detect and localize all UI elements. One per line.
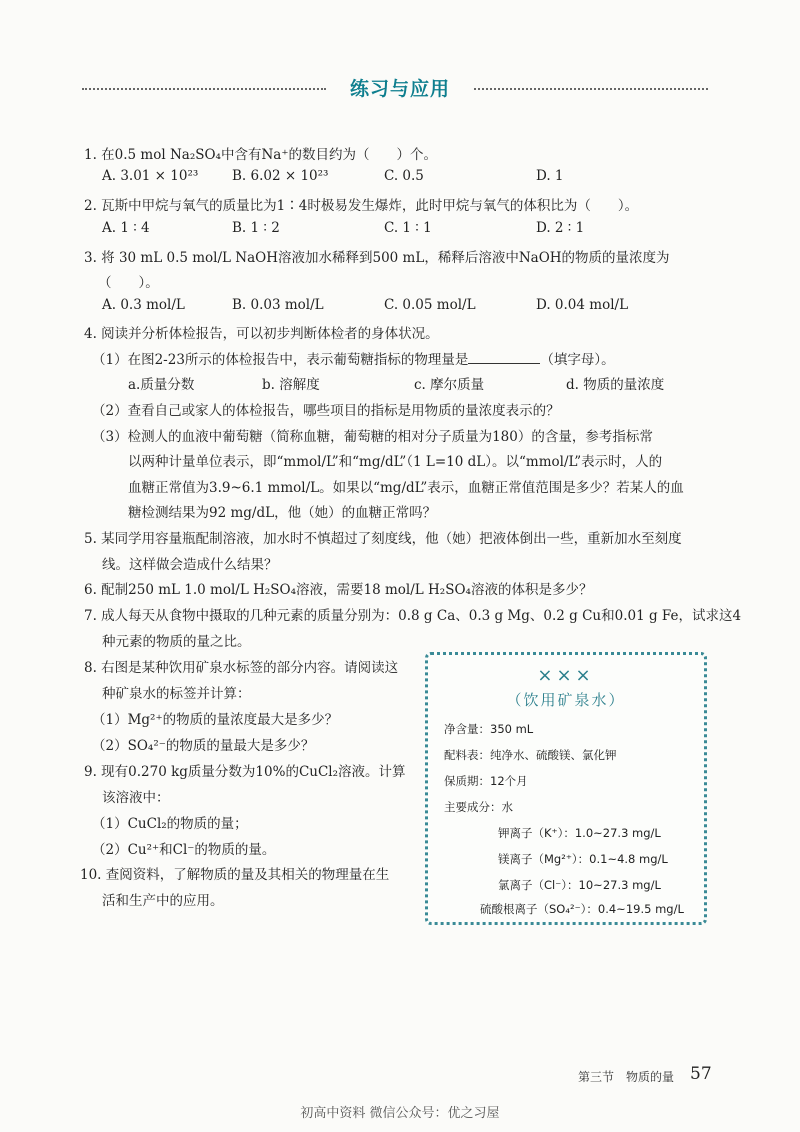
q4-part1 — [92, 348, 615, 368]
footer-section: 第三节 物质的量 — [578, 1070, 675, 1084]
q1-text: 1. 在0.5 mol Na₂SO₄中含有Na⁺的数目约为（ ）个。 — [84, 147, 437, 163]
q1-option-c: C. 0.5 — [384, 168, 424, 184]
q4-part2: （2）查看自己或家人的体检报告，哪些项目的指标是用物质的量浓度表示的？ — [92, 403, 560, 419]
q10-line2: 活和生产中的应用。 — [102, 893, 224, 909]
q7-line2: 种元素的物质的量之比。 — [102, 634, 251, 650]
label-potassium: 钾离子（K⁺）：1.0~27.3 mg/L — [498, 826, 661, 840]
q3-line2: （ ）。 — [98, 275, 159, 291]
q1-option-b: B. 6.02 × 10²³ — [232, 168, 329, 184]
q8-part1: （1）Mg²⁺的物质的量浓度最大是多少？ — [92, 712, 339, 728]
q2-option-d: D. 2 ∶ 1 — [536, 220, 585, 236]
label-chloride: 氯离子（Cl⁻）：10~27.3 mg/L — [498, 878, 661, 892]
q9-line2: 该溶液中： — [102, 790, 170, 806]
q8-line2: 种矿泉水的标签并计算： — [102, 686, 251, 702]
label-ingredients: 配料表：纯净水、硫酸镁、氯化钾 — [444, 748, 617, 762]
q4-part3-line1: （3）检测人的血液中葡萄糖（简称血糖，葡萄糖的相对分子质量为180）的含量，参考指标常 — [92, 429, 653, 445]
q4-part3-line2: 以两种计量单位表示，即“mmol/L”和“mg/dL”（1 L=10 dL）。以“mmol/L”表示时，人的 — [128, 454, 663, 470]
q5-line2: 线。这样做会造成什么结果？ — [102, 557, 278, 573]
header-dots-right — [474, 88, 708, 90]
q6-text: 6. 配制250 mL 1.0 mol/L H₂SO₄溶液，需要18 mol/L H₂SO₄溶液的体积是多少？ — [84, 582, 593, 598]
q4-part3-line4: 糖检测结果为92 mg/dL，他（她）的血糖正常吗？ — [128, 505, 437, 521]
mineral-water-label — [425, 652, 707, 925]
q2-option-b: B. 1 ∶ 2 — [232, 220, 280, 236]
q3-option-d: D. 0.04 mol/L — [536, 297, 629, 313]
label-main-components: 主要成分：水 — [444, 800, 513, 814]
q4-part1-suffix: （填字母）。 — [540, 352, 615, 368]
q3-line1: 3. 将 30 mL 0.5 mol/L NaOH溶液加水稀释到500 mL，稀释后溶液中NaOH的物质的量浓度为 — [84, 250, 670, 266]
answer-blank[interactable] — [468, 353, 540, 364]
q9-line1: 9. 现有0.270 kg质量分数为10%的CuCl₂溶液。计算 — [84, 764, 406, 780]
label-shelf-life: 保质期：12个月 — [444, 774, 528, 788]
q4-option-d: d. 物质的量浓度 — [566, 377, 665, 393]
q9-part1: （1）CuCl₂的物质的量； — [92, 816, 248, 832]
watermark-text: 初高中资料 微信公众号：优之习屋 — [300, 1106, 500, 1121]
q3-option-a: A. 0.3 mol/L — [102, 297, 185, 313]
q4-option-a: a.质量分数 — [128, 377, 195, 393]
q4-option-c: c. 摩尔质量 — [414, 377, 485, 393]
q8-line1: 8. 右图是某种饮用矿泉水标签的部分内容。请阅读这 — [84, 660, 399, 676]
q2-option-c: C. 1 ∶ 1 — [384, 220, 432, 236]
q4-part3-line3: 血糖正常值为3.9~6.1 mmol/L。如果以“mg/dL”表示，血糖正常值范围是多少？若某人的血 — [128, 480, 684, 496]
q2-option-a: A. 1 ∶ 4 — [102, 220, 150, 236]
label-sulfate: 硫酸根离子（SO₄²⁻）：0.4~19.5 mg/L — [480, 902, 684, 916]
q8-part2: （2）SO₄²⁻的物质的量最大是多少？ — [92, 738, 315, 754]
label-net-content: 净含量：350 mL — [444, 722, 534, 736]
q10-line1: 10. 查阅资料，了解物质的量及其相关的物理量在生 — [80, 867, 390, 883]
q7-line1: 7. 成人每天从食物中摄取的几种元素的质量分别为：0.8 g Ca、0.3 g Mg、0.2 g Cu和0.01 g Fe，试求这4 — [84, 608, 742, 624]
q9-part2: （2）Cu²⁺和Cl⁻的物质的量。 — [92, 842, 276, 858]
header-dots-left — [82, 88, 326, 90]
label-brand: ××× — [537, 665, 595, 686]
q5-line1: 5. 某同学用容量瓶配制溶液，加水时不慎超过了刻度线，他（她）把液体倒出一些，重新加水至刻度 — [84, 531, 682, 547]
q3-option-c: C. 0.05 mol/L — [384, 297, 476, 313]
q3-option-b: B. 0.03 mol/L — [232, 297, 324, 313]
q4-text: 4. 阅读并分析体检报告，可以初步判断体检者的身体状况。 — [84, 326, 439, 342]
label-magnesium: 镁离子（Mg²⁺）：0.1~4.8 mg/L — [498, 852, 668, 866]
q1-option-d: D. 1 — [536, 168, 564, 184]
q1-option-a: A. 3.01 × 10²³ — [102, 168, 199, 184]
q4-option-b: b. 溶解度 — [262, 377, 320, 393]
section-title: 练习与应用 — [349, 78, 450, 100]
q2-text: 2. 瓦斯中甲烷与氧气的质量比为1∶4时极易发生爆炸，此时甲烷与氧气的体积比为（ ）。 — [84, 198, 639, 214]
page-number: 57 — [690, 1064, 712, 1084]
label-product-name: （饮用矿泉水） — [506, 691, 626, 709]
q4-part1-prefix: （1）在图2-23所示的体检报告中，表示葡萄糖指标的物理量是 — [92, 352, 469, 368]
